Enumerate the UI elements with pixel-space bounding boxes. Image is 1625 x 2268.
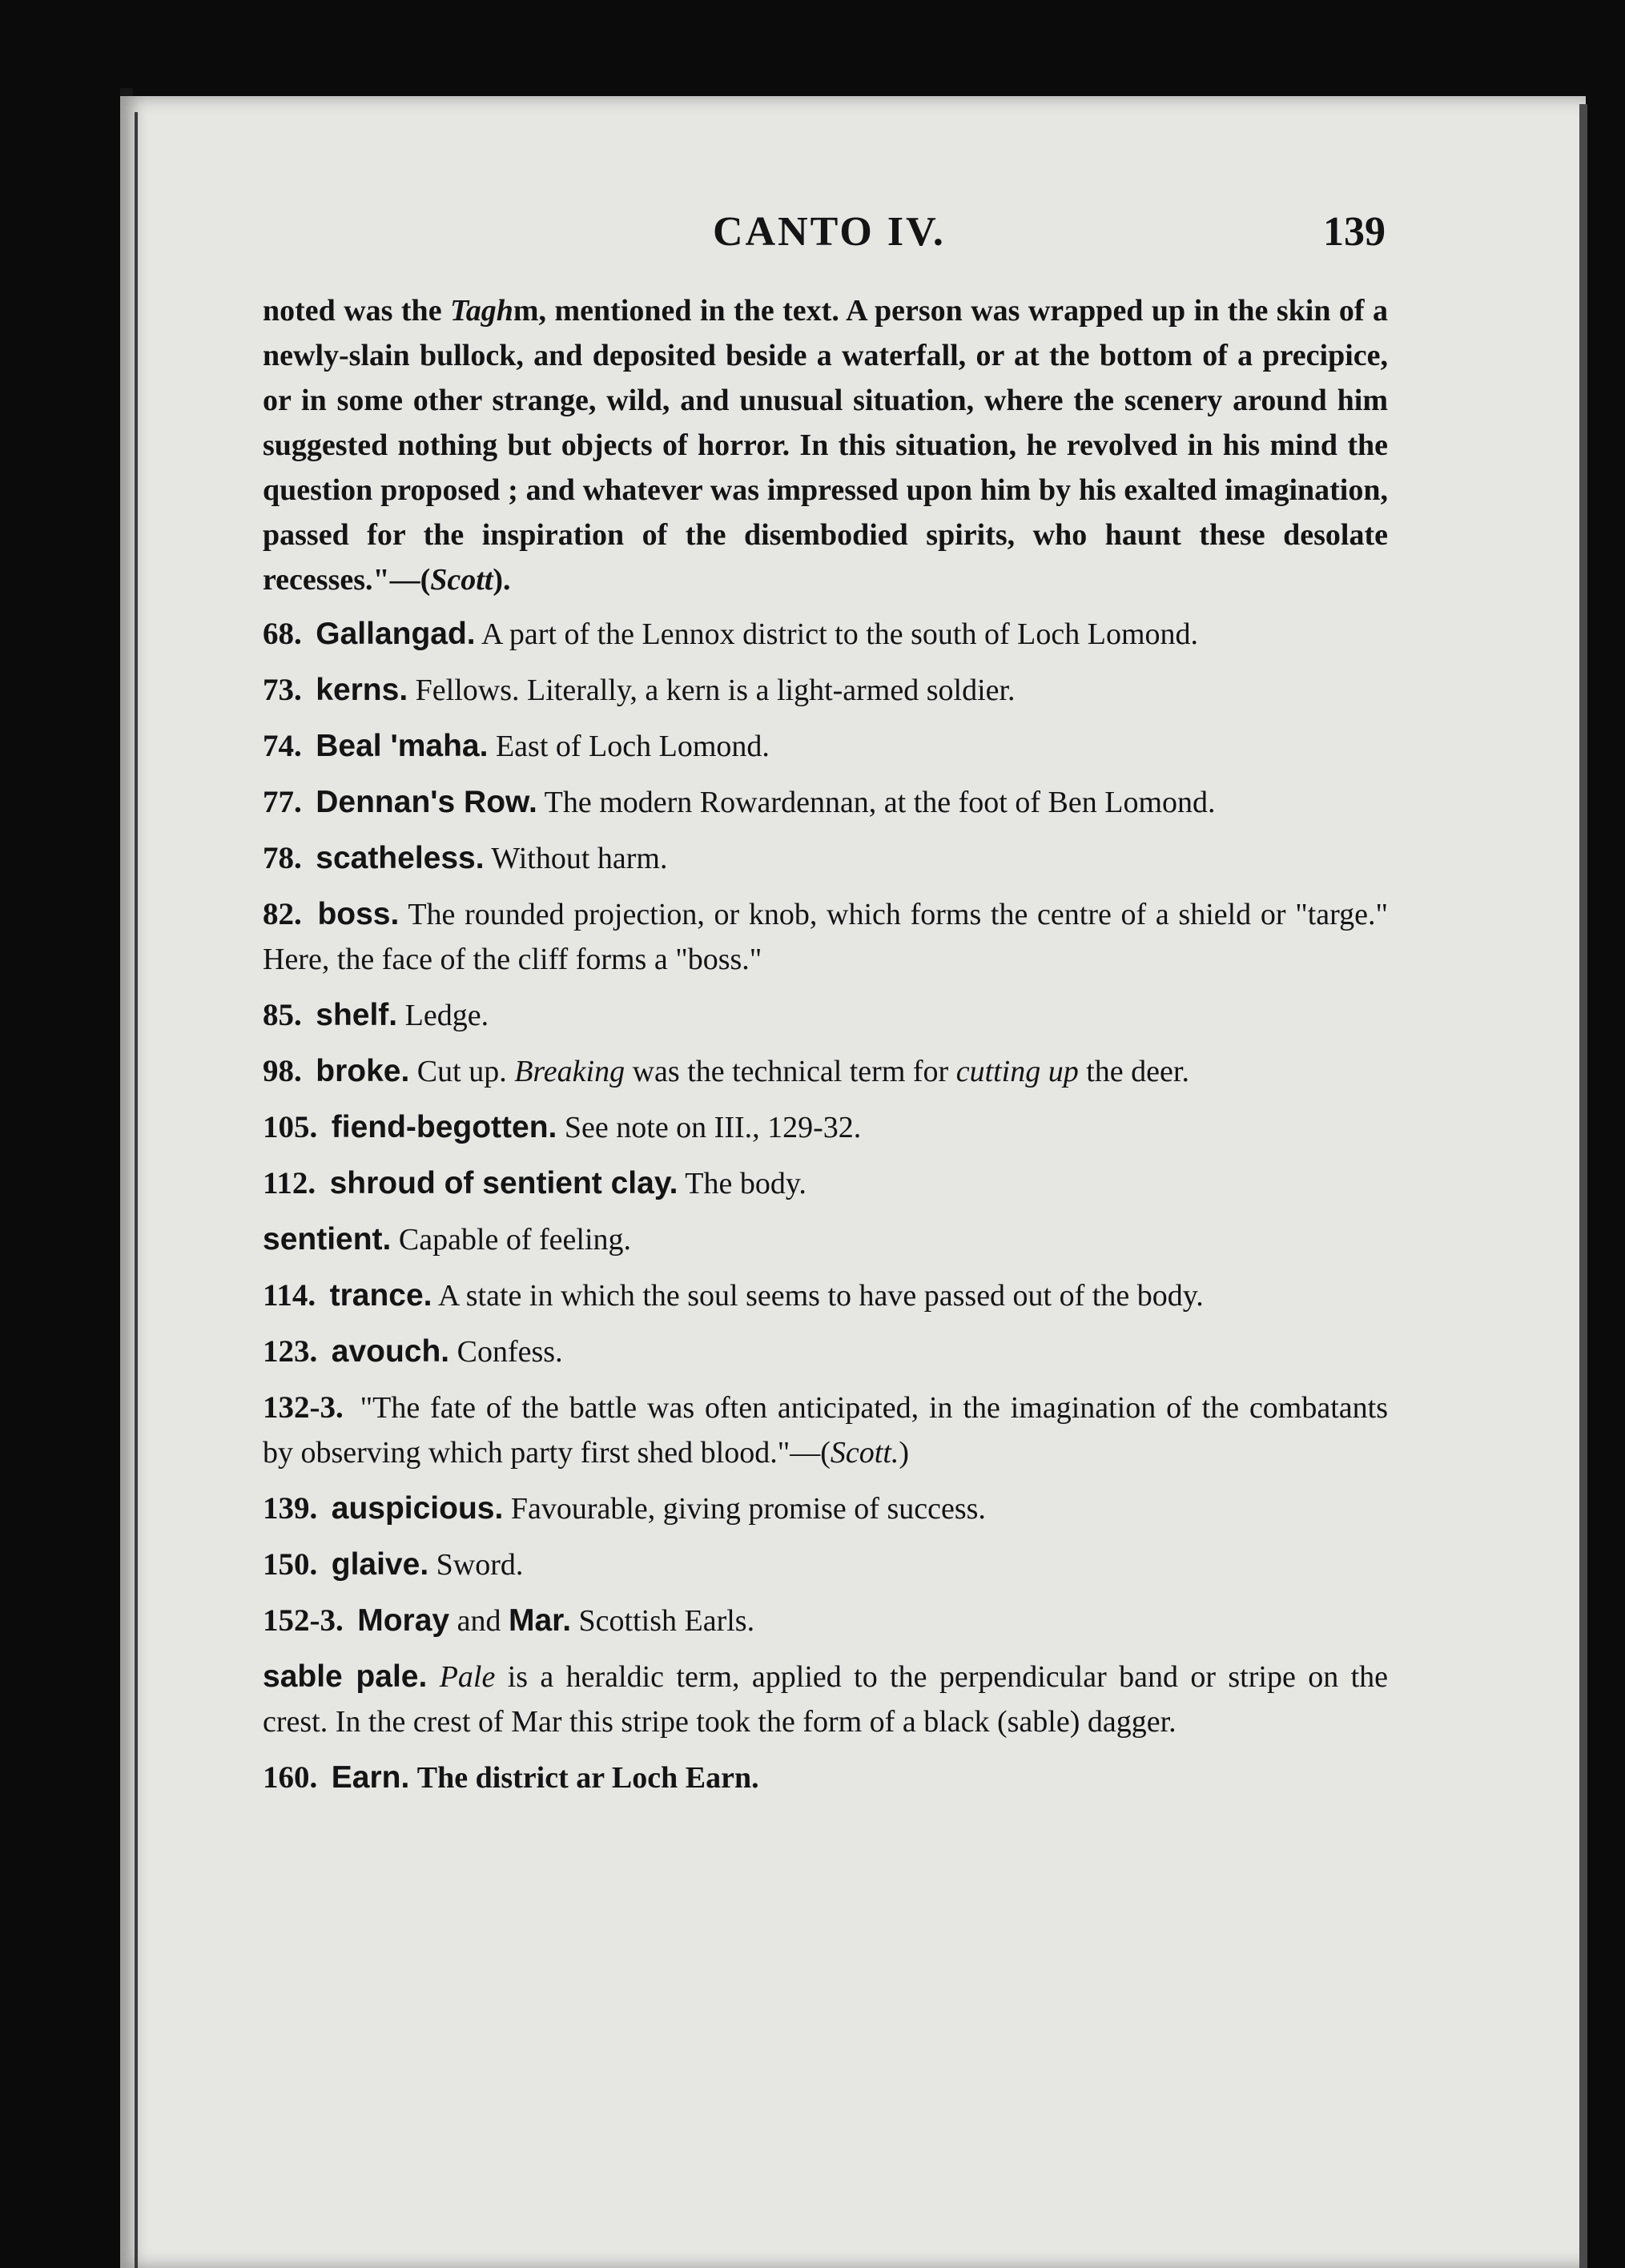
note-text: Without harm. <box>491 842 668 875</box>
note-123 <box>263 1329 1388 1374</box>
note-150 <box>263 1542 1388 1587</box>
note-number: 150. <box>263 1547 318 1582</box>
note-number: 85. <box>263 998 302 1032</box>
note-132-3 <box>263 1385 1388 1475</box>
text-run: ). <box>493 563 511 597</box>
note-lemma: auspicious. <box>331 1491 504 1526</box>
note-number: 132-3. <box>263 1390 344 1425</box>
running-head: CANTO IV. <box>713 209 946 255</box>
note-text: The body. <box>685 1167 806 1200</box>
note-text: Cut up. <box>416 1055 515 1088</box>
note-text: Sword. <box>436 1548 524 1582</box>
note-lemma: Moray <box>357 1603 450 1638</box>
note-lemma: kerns. <box>316 673 408 707</box>
note-114 <box>263 1273 1388 1318</box>
italic-run: Scott <box>430 563 493 597</box>
note-lemma: Dennan's Row. <box>316 785 537 819</box>
note-number: 139. <box>263 1491 318 1526</box>
gutter-line <box>135 112 138 2268</box>
note-text: A state in which the soul seems to have passed out of the body. <box>437 1279 1204 1313</box>
note-text: The modern Rowardennan, at the foot of Ben Lomond. <box>544 786 1216 819</box>
note-98 <box>263 1049 1388 1094</box>
note-text: Capable of feeling. <box>398 1223 632 1257</box>
note-77 <box>263 780 1388 825</box>
page-header <box>264 208 1386 272</box>
note-number: 105. <box>263 1110 318 1144</box>
note-lemma: broke. <box>316 1054 410 1088</box>
italic-run: cutting up <box>955 1055 1079 1088</box>
note-lemma: sable pale. <box>263 1659 428 1694</box>
note-number: 98. <box>263 1054 302 1088</box>
note-lemma: sentient. <box>263 1222 392 1257</box>
note-112 <box>263 1161 1388 1206</box>
note-text: Scottish Earls. <box>578 1604 755 1638</box>
text-run: noted was the <box>263 294 451 328</box>
note-text: The district ar Loch Earn. <box>416 1761 759 1795</box>
note-number: 123. <box>263 1334 318 1369</box>
note-82 <box>263 892 1388 982</box>
note-text: Ledge. <box>404 999 489 1032</box>
note-85 <box>263 993 1388 1038</box>
note-160 <box>263 1755 1388 1800</box>
text-run: m, mentioned in the text. A person was wrapped up in the skin of a newly-slain bullock, and deposited beside a waterfall, or at the bottom of a precipice, or in some other strange, wild, and unusual situation, where the scenery around him suggested nothing but objects of horror. In this situation, he revolved in his mind the question proposed ; and whatever was impressed upon him by his exalted imagination, passed for the inspiration of the disembodied spirits, who haunt these desolate recesses."—( <box>263 294 1388 597</box>
note-number: 78. <box>263 841 302 875</box>
note-lemma: scatheless. <box>316 841 485 875</box>
note-lemma: Earn. <box>331 1760 410 1795</box>
note-lemma: Gallangad. <box>316 617 476 651</box>
note-78 <box>263 836 1388 881</box>
note-text: "The fate of the battle was often anticipated, in the imagination of the combatants by observing which party first shed blood."—( <box>263 1391 1388 1470</box>
note-lemma: Beal 'maha. <box>316 729 489 763</box>
note-lemma: shelf. <box>316 998 398 1032</box>
note-number: 73. <box>263 673 302 707</box>
note-lemma: shroud of sentient clay. <box>329 1166 678 1200</box>
note-number: 112. <box>263 1166 316 1200</box>
note-text: is a heraldic term, applied to the perpendicular band or stripe on the crest. In the crest of Mar this stripe took the form of a black (sable) dagger. <box>263 1660 1388 1739</box>
note-lemma: glaive. <box>331 1547 429 1582</box>
note-text: See note on III., 129-32. <box>564 1111 862 1144</box>
note-73 <box>263 668 1388 713</box>
note-text: the deer. <box>1078 1055 1189 1088</box>
note-number: 74. <box>263 729 302 763</box>
note-text: Favourable, giving promise of success. <box>510 1492 986 1526</box>
note-74 <box>263 724 1388 769</box>
note-105 <box>263 1105 1388 1150</box>
note-lemma: Mar. <box>509 1603 572 1638</box>
note-139 <box>263 1486 1388 1531</box>
note-number: 68. <box>263 617 302 651</box>
note-number: 114. <box>263 1278 316 1313</box>
note-text: and <box>449 1604 509 1638</box>
note-lemma: fiend-begotten. <box>331 1110 557 1144</box>
continued-paragraph <box>263 288 1388 602</box>
note-number: 152-3. <box>263 1603 344 1638</box>
note-number: 160. <box>263 1760 318 1795</box>
note-text: The rounded projection, or knob, which forms the centre of a shield or "targe." Here, the face of the cliff forms a "boss." <box>263 898 1388 976</box>
note-152-3 <box>263 1598 1388 1643</box>
italic-run: Tagh <box>450 294 513 328</box>
note-lemma: avouch. <box>331 1334 450 1369</box>
note-text: was the technical term for <box>625 1055 956 1088</box>
note-lemma: trance. <box>329 1278 432 1313</box>
note-number: 82. <box>263 897 302 931</box>
note-text: A part of the Lennox district to the south of Loch Lomond. <box>481 617 1198 651</box>
note-sentient <box>263 1217 1388 1262</box>
note-number: 77. <box>263 785 302 819</box>
note-text: East of Loch Lomond. <box>495 730 770 763</box>
note-text: Fellows. Literally, a kern is a light-armed soldier. <box>415 674 1016 707</box>
note-text: ) <box>899 1436 910 1470</box>
notes-body <box>263 288 1388 1812</box>
italic-run: Pale <box>439 1660 496 1694</box>
note-text: Confess. <box>457 1335 563 1369</box>
page-number: 139 <box>1323 209 1386 255</box>
note-sable-pale <box>263 1655 1388 1744</box>
note-68 <box>263 612 1388 657</box>
italic-run: Scott. <box>830 1436 899 1470</box>
note-lemma: boss. <box>317 897 400 931</box>
italic-run: Breaking <box>514 1055 625 1088</box>
page-right-edge <box>1579 104 1587 2268</box>
